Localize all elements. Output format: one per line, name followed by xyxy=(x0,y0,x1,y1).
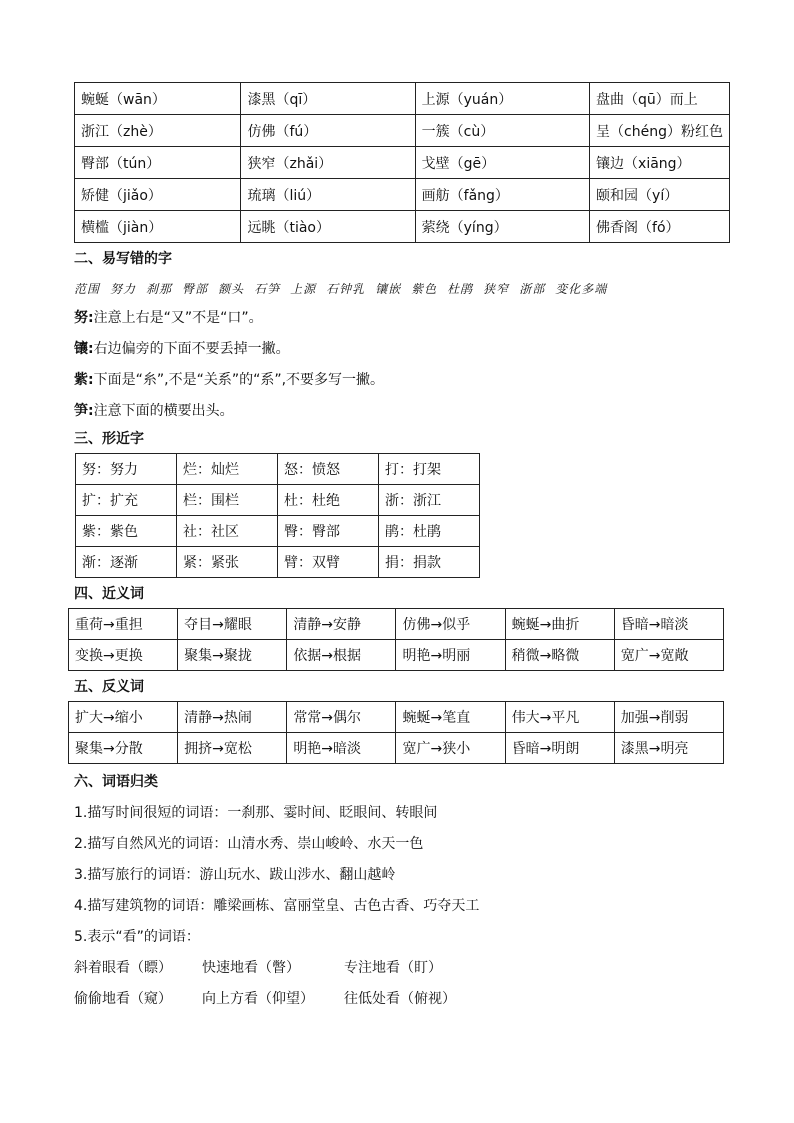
similar-char-cell: 紫：紫色 xyxy=(76,516,177,547)
easy-mistake-word: 范围 xyxy=(74,282,101,296)
mistake-note xyxy=(74,365,730,396)
antonym-cell: 伟大→平凡 xyxy=(505,702,614,733)
easy-mistake-word: 上源 xyxy=(290,282,317,296)
pinyin-cell: 上源（yuán） xyxy=(415,83,589,115)
antonym-cell: 加强→削弱 xyxy=(614,702,723,733)
similar-char-cell: 紧：紧张 xyxy=(177,547,278,578)
mistake-note xyxy=(74,303,730,334)
table-row xyxy=(75,115,730,147)
similar-char-cell: 杜：杜绝 xyxy=(278,485,379,516)
synonym-cell: 宽广→宽敞 xyxy=(614,640,723,671)
table-row xyxy=(75,83,730,115)
pinyin-cell: 浙江（zhè） xyxy=(75,115,241,147)
document-page xyxy=(74,82,730,1015)
similar-chars-table xyxy=(75,453,480,578)
pinyin-cell: 呈（chéng）粉红色 xyxy=(590,115,730,147)
note-char: 笋: xyxy=(74,403,94,419)
pinyin-cell: 镶边（xiāng） xyxy=(590,147,730,179)
easy-mistake-word: 石钟乳 xyxy=(326,282,366,296)
pinyin-cell: 蜿蜒（wān） xyxy=(75,83,241,115)
synonym-cell: 明艳→明丽 xyxy=(396,640,505,671)
pinyin-cell: 狭窄（zhǎi） xyxy=(241,147,415,179)
classification-item: 4.描写建筑物的词语：雕梁画栋、富丽堂皇、古色古香、巧夺天工 xyxy=(74,898,480,914)
pinyin-cell: 臀部（tún） xyxy=(75,147,241,179)
note-char: 紫: xyxy=(74,372,94,388)
table-row xyxy=(75,179,730,211)
note-char: 努: xyxy=(74,310,94,326)
pinyin-cell: 一簇（cù） xyxy=(415,115,589,147)
easy-mistake-word: 紫色 xyxy=(411,282,438,296)
similar-char-cell: 扩：扩充 xyxy=(76,485,177,516)
section-heading-synonyms: 四、近义词 xyxy=(74,586,144,602)
synonym-cell: 聚集→聚拢 xyxy=(178,640,287,671)
table-row xyxy=(75,147,730,179)
pinyin-cell: 萦绕（yíng） xyxy=(415,211,589,243)
classification-item: 2.描写自然风光的词语：山清水秀、崇山峻岭、水天一色 xyxy=(74,836,424,852)
table-row xyxy=(75,211,730,243)
note-text: 注意下面的横要出头。 xyxy=(93,403,234,419)
easy-mistake-word: 变化多端 xyxy=(555,282,608,296)
look-word: 快速地看（瞥） xyxy=(202,960,300,976)
easy-mistake-word: 额头 xyxy=(218,282,245,296)
table-row xyxy=(69,609,724,640)
easy-mistake-word: 狭窄 xyxy=(483,282,510,296)
look-words-list xyxy=(74,953,730,1015)
similar-char-cell: 渐：逐渐 xyxy=(76,547,177,578)
pinyin-cell: 琉璃（liú） xyxy=(241,179,415,211)
look-row xyxy=(74,953,730,984)
mistake-note xyxy=(74,396,730,427)
section-heading-similar-chars: 三、形近字 xyxy=(74,431,144,447)
synonym-cell: 蜿蜒→曲折 xyxy=(505,609,614,640)
synonym-cell: 仿佛→似乎 xyxy=(396,609,505,640)
pinyin-cell: 横槛（jiàn） xyxy=(75,211,241,243)
classification-item: 1.描写时间很短的词语：一刹那、霎时间、眨眼间、转眼间 xyxy=(74,805,438,821)
synonym-cell: 清静→安静 xyxy=(287,609,396,640)
section-heading-antonyms: 五、反义词 xyxy=(74,679,144,695)
synonyms-table xyxy=(68,608,724,671)
look-word: 斜着眼看（瞟） xyxy=(74,960,172,976)
table-row xyxy=(69,640,724,671)
easy-mistake-word: 浙部 xyxy=(519,282,546,296)
mistake-note xyxy=(74,334,730,365)
pinyin-cell: 画舫（fǎng） xyxy=(415,179,589,211)
similar-char-cell: 努：努力 xyxy=(76,454,177,485)
antonym-cell: 蜿蜒→笔直 xyxy=(396,702,505,733)
synonym-cell: 夺目→耀眼 xyxy=(178,609,287,640)
antonym-cell: 明艳→暗淡 xyxy=(287,733,396,764)
table-row xyxy=(76,516,480,547)
note-text: 右边偏旁的下面不要丢掉一撇。 xyxy=(93,341,290,357)
similar-char-cell: 烂：灿烂 xyxy=(177,454,278,485)
similar-char-cell: 怒：愤怒 xyxy=(278,454,379,485)
similar-char-cell: 社：社区 xyxy=(177,516,278,547)
antonym-cell: 扩大→缩小 xyxy=(69,702,178,733)
look-word: 专注地看（盯） xyxy=(344,960,442,976)
look-row xyxy=(74,984,730,1015)
easy-mistake-word: 石笋 xyxy=(254,282,281,296)
mistake-notes xyxy=(74,303,730,427)
classification-item: 5.表示“看”的词语： xyxy=(74,929,200,945)
look-word: 偷偷地看（窥） xyxy=(74,991,172,1007)
section-heading-easy-mistakes: 二、易写错的字 xyxy=(74,251,172,267)
antonym-cell: 常常→偶尔 xyxy=(287,702,396,733)
table-row xyxy=(76,547,480,578)
easy-mistake-word-list xyxy=(74,279,730,299)
table-row xyxy=(76,485,480,516)
note-char: 镶: xyxy=(74,341,94,357)
look-word: 向上方看（仰望） xyxy=(202,991,314,1007)
similar-char-cell: 栏：围栏 xyxy=(177,485,278,516)
antonyms-table xyxy=(68,701,724,764)
similar-char-cell: 打：打架 xyxy=(379,454,480,485)
classification-list xyxy=(74,798,730,953)
antonym-cell: 拥挤→宽松 xyxy=(178,733,287,764)
look-word: 往低处看（俯视） xyxy=(344,991,456,1007)
pinyin-cell: 漆黑（qī） xyxy=(241,83,415,115)
table-row xyxy=(69,733,724,764)
easy-mistake-word: 努力 xyxy=(110,282,137,296)
pinyin-cell: 盘曲（qū）而上 xyxy=(590,83,730,115)
pinyin-cell: 戈壁（gē） xyxy=(415,147,589,179)
synonym-cell: 昏暗→暗淡 xyxy=(614,609,723,640)
antonym-cell: 昏暗→明朗 xyxy=(505,733,614,764)
pinyin-cell: 远眺（tiào） xyxy=(241,211,415,243)
pinyin-cell: 矫健（jiǎo） xyxy=(75,179,241,211)
pinyin-table xyxy=(74,82,730,243)
table-row xyxy=(69,702,724,733)
antonym-cell: 宽广→狭小 xyxy=(396,733,505,764)
easy-mistake-word: 刹那 xyxy=(146,282,173,296)
pinyin-cell: 仿佛（fú） xyxy=(241,115,415,147)
antonym-cell: 聚集→分散 xyxy=(69,733,178,764)
similar-char-cell: 捐：捐款 xyxy=(379,547,480,578)
antonym-cell: 漆黑→明亮 xyxy=(614,733,723,764)
similar-char-cell: 鹃：杜鹃 xyxy=(379,516,480,547)
easy-mistake-word: 杜鹃 xyxy=(447,282,474,296)
easy-mistake-word: 臀部 xyxy=(182,282,209,296)
note-text: 注意上右是“又”不是“口”。 xyxy=(93,310,263,326)
synonym-cell: 依据→根据 xyxy=(287,640,396,671)
note-text: 下面是“糸”,不是“关系”的“系”,不要多写一撇。 xyxy=(93,372,385,388)
table-row xyxy=(76,454,480,485)
synonym-cell: 变换→更换 xyxy=(69,640,178,671)
classification-item: 3.描写旅行的词语：游山玩水、跋山涉水、翻山越岭 xyxy=(74,867,396,883)
easy-mistake-word: 镶嵌 xyxy=(375,282,402,296)
synonym-cell: 重荷→重担 xyxy=(69,609,178,640)
antonym-cell: 清静→热闹 xyxy=(178,702,287,733)
similar-char-cell: 浙：浙江 xyxy=(379,485,480,516)
pinyin-cell: 颐和园（yí） xyxy=(590,179,730,211)
synonym-cell: 稍微→略微 xyxy=(505,640,614,671)
similar-char-cell: 臂：双臂 xyxy=(278,547,379,578)
section-heading-word-classification: 六、词语归类 xyxy=(74,774,158,790)
similar-char-cell: 臀：臀部 xyxy=(278,516,379,547)
pinyin-cell: 佛香阁（fó） xyxy=(590,211,730,243)
